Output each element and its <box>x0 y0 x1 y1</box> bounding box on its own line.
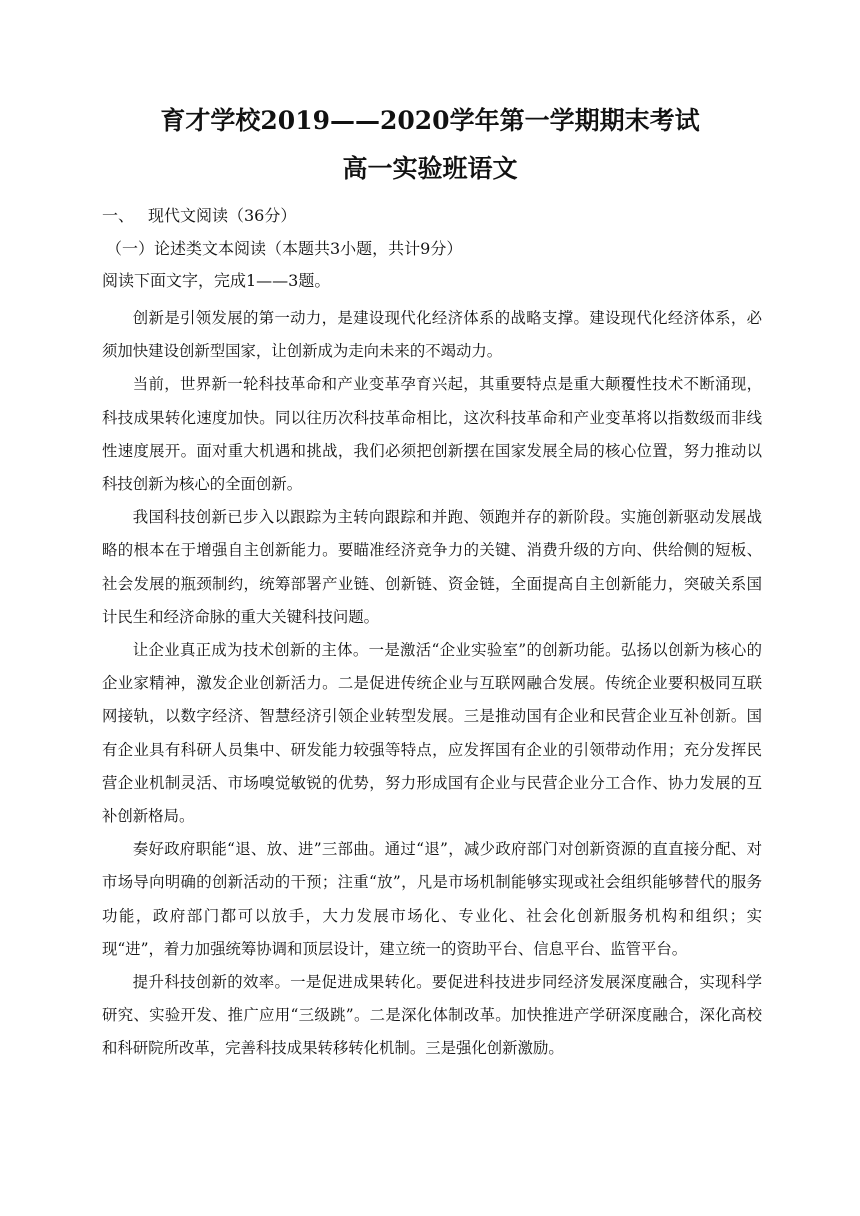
passage-paragraph: 奏好政府职能“退、放、进”三部曲。通过“退”，减少政府部门对创新资源的直直接分配、对市场导向明确的创新活动的干预；注重“放”，凡是市场机制能够实现或社会组织能够替代的服务功能，政府部门都可以放手，大力发展市场化、专业化、社会化创新服务机构和组织；实现“进”，着力加强统筹协调和顶层设计，建立统一的资助平台、信息平台、监管平台。 <box>102 840 762 958</box>
passage-paragraph: 创新是引领发展的第一动力，是建设现代化经济体系的战略支撑。建设现代化经济体系，必须加快建设创新型国家，让创新成为走向未来的不竭动力。 <box>102 309 762 361</box>
section-number: 一、 <box>102 206 135 225</box>
passage-paragraph: 提升科技创新的效率。一是促进成果转化。要促进科技进步同经济发展深度融合，实现科学研究、实验开发、推广应用“三级跳”。二是深化体制改革。加快推进产学研深度融合，深化高校和科研院所改革，完善科技成果转移转化机制。三是强化创新激励。 <box>102 973 762 1058</box>
passage-paragraph: 让企业真正成为技术创新的主体。一是激活“企业实验室”的创新功能。弘扬以创新为核心的企业家精神，激发企业创新活力。二是促进传统企业与互联网融合发展。传统企业要积极同互联网接轨，以数字经济、智慧经济引领企业转型发展。三是推动国有企业和民营企业互补创新。国有企业具有科研人员集中、研发能力较强等特点，应发挥国有企业的引领带动作用；充分发挥民营企业机制灵活、市场嗅觉敏锐的优势，努力形成国有企业与民营企业分工合作、协力发展的互补创新格局。 <box>102 641 762 826</box>
section-name: 现代文阅读（36分） <box>148 206 297 225</box>
passage-paragraph: 我国科技创新已步入以跟踪为主转向跟踪和并跑、领跑并存的新阶段。实施创新驱动发展战略的根本在于增强自主创新能力。要瞄准经济竞争力的关键、消费升级的方向、供给侧的短板、社会发展的瓶颈制约，统筹部署产业链、创新链、资金链，全面提高自主创新能力，突破关系国计民生和经济命脉的重大关键科技问题。 <box>102 508 762 626</box>
exam-subtitle: 高一实验班语文 <box>342 154 518 183</box>
passage-paragraph: 当前，世界新一轮科技革命和产业变革孕育兴起，其重要特点是重大颠覆性技术不断涌现，科技成果转化速度加快。同以往历次科技革命相比，这次科技革命和产业变革将以指数级而非线性速度展开。面对重大机遇和挑战，我们必须把创新摆在国家发展全局的核心位置，努力推动以科技创新为核心的全面创新。 <box>102 375 762 494</box>
section-heading <box>102 205 296 227</box>
reading-passage <box>102 302 762 1066</box>
reading-instruction: 阅读下面文字，完成1——3题。 <box>102 271 331 290</box>
subsection-heading: （一）论述类文本阅读（本题共3小题，共计9分） <box>106 239 463 258</box>
exam-title: 育才学校2019——2020学年第一学期期末考试 <box>160 106 700 135</box>
